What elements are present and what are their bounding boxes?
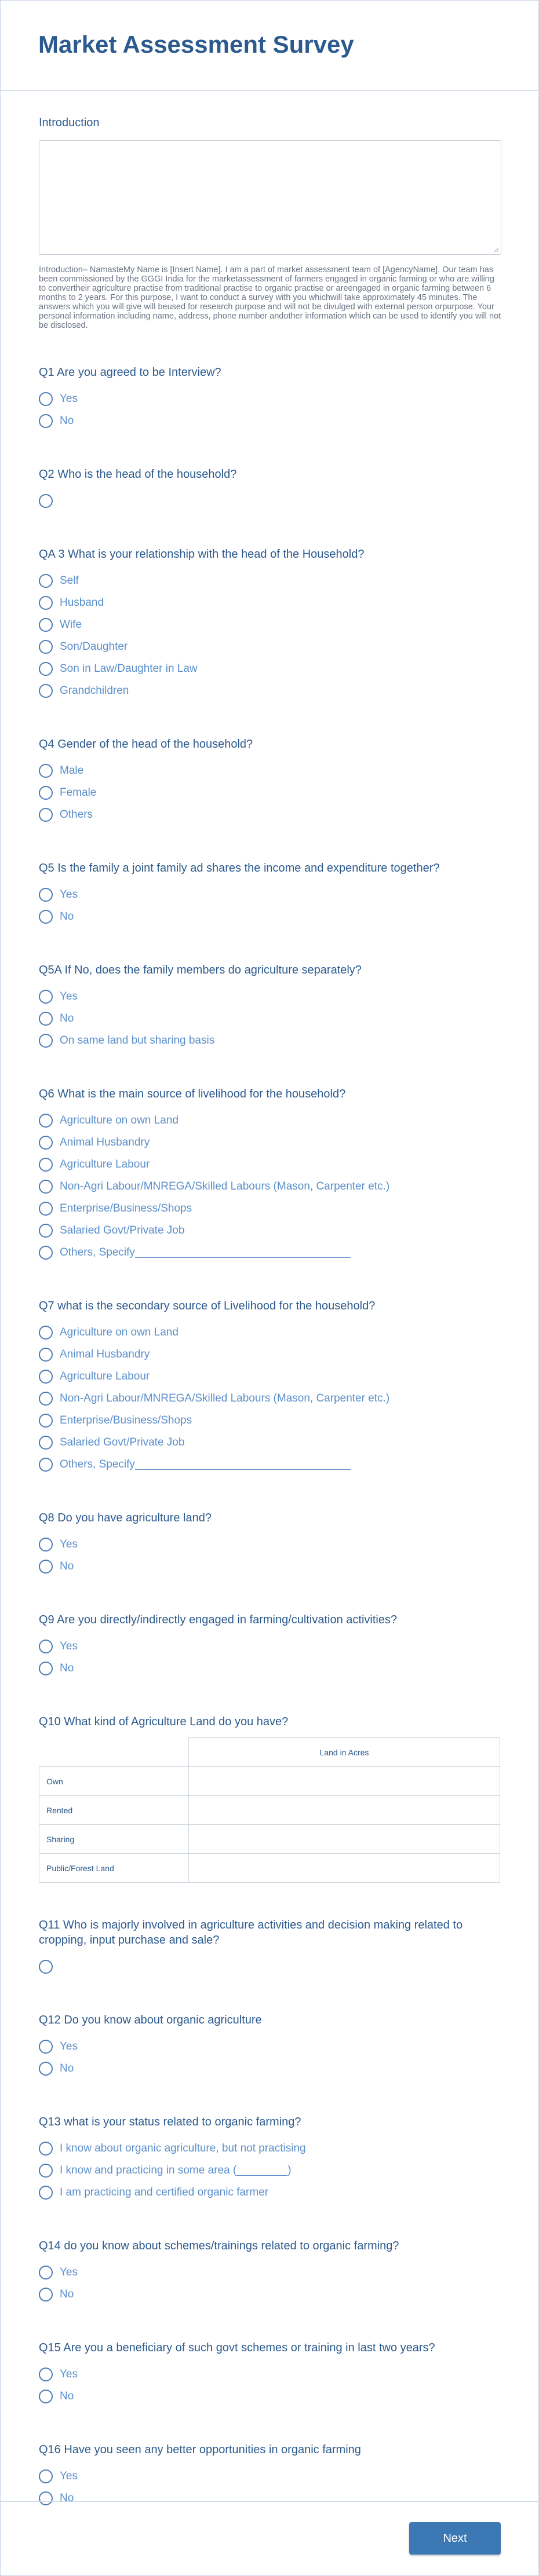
radio-option[interactable] — [39, 2058, 502, 2080]
radio-option[interactable] — [39, 490, 502, 512]
question-8 — [39, 1298, 502, 1476]
radio-button[interactable] — [39, 392, 53, 406]
radio-button[interactable] — [39, 2062, 53, 2076]
question-5 — [39, 861, 502, 928]
radio-button[interactable] — [39, 1458, 53, 1472]
row-label-rented: Rented — [39, 1796, 189, 1825]
question-title: Q12 Do you know about organic agriculture — [39, 2014, 262, 2026]
question-16 — [39, 2442, 502, 2509]
radio-button[interactable] — [39, 1326, 53, 1340]
radio-option[interactable] — [39, 884, 502, 906]
radio-button[interactable] — [39, 808, 53, 822]
option-label: On same land but sharing basis — [60, 1034, 215, 1046]
question-title: Q6 What is the main source of livelihood for the household? — [39, 1088, 346, 1100]
option-label: No — [60, 2390, 74, 2402]
option-label: Others, Specify — [60, 1246, 135, 1258]
column-header-land-in-acres: Land in Acres — [189, 1738, 500, 1767]
radio-button[interactable] — [39, 888, 53, 902]
option-label: No — [60, 2062, 74, 2074]
option-label: Animal Husbandry — [60, 1136, 150, 1148]
option-label: No — [60, 910, 74, 923]
specify-blank[interactable] — [135, 1460, 351, 1470]
radio-option[interactable] — [39, 1322, 502, 1344]
radio-option[interactable] — [39, 1110, 502, 1132]
question-q10 — [39, 1714, 502, 1883]
radio-option[interactable] — [39, 2138, 502, 2160]
radio-option[interactable] — [39, 1556, 502, 1578]
radio-option[interactable] — [39, 804, 502, 826]
radio-option[interactable] — [39, 680, 502, 702]
land-cell-rented[interactable] — [189, 1796, 500, 1825]
page-title: Market Assessment Survey — [38, 31, 354, 58]
radio-option[interactable] — [39, 1132, 502, 1154]
radio-button[interactable] — [39, 494, 53, 508]
option-label: Yes — [60, 1538, 78, 1550]
radio-option[interactable] — [39, 1956, 502, 1978]
radio-option[interactable] — [39, 1198, 502, 1220]
radio-option[interactable] — [39, 2465, 502, 2487]
radio-option[interactable] — [39, 1534, 502, 1556]
option-label: Enterprise/Business/Shops — [60, 1414, 192, 1426]
radio-option[interactable] — [39, 2036, 502, 2058]
radio-option[interactable] — [39, 1454, 502, 1476]
radio-option[interactable] — [39, 1432, 502, 1454]
radio-option[interactable] — [39, 2363, 502, 2385]
radio-option[interactable] — [39, 1344, 502, 1366]
radio-option[interactable] — [39, 782, 502, 804]
option-label: Male — [60, 764, 84, 777]
option-label: Enterprise/Business/Shops — [60, 1202, 192, 1214]
radio-button[interactable] — [39, 1114, 53, 1128]
radio-button[interactable] — [39, 1202, 53, 1216]
radio-option[interactable] — [39, 1154, 502, 1176]
option-label: Others, Specify — [60, 1458, 135, 1470]
option-label: Yes — [60, 2040, 78, 2052]
specify-blank[interactable] — [135, 1248, 351, 1258]
question-title: Q2 Who is the head of the household? — [39, 468, 237, 481]
radio-option[interactable] — [39, 614, 502, 636]
option-label: No — [60, 1560, 74, 1572]
radio-button[interactable] — [39, 2164, 53, 2178]
question-12 — [39, 2012, 502, 2080]
radio-button[interactable] — [39, 2469, 53, 2483]
option-label: No — [60, 1662, 74, 1674]
radio-option[interactable] — [39, 1242, 502, 1264]
radio-option[interactable] — [39, 658, 502, 680]
radio-option[interactable] — [39, 1635, 502, 1657]
intro-label: Introduction — [39, 116, 100, 129]
radio-option[interactable] — [39, 1008, 502, 1030]
question-14 — [39, 2238, 502, 2306]
radio-button[interactable] — [39, 2368, 53, 2381]
radio-option[interactable] — [39, 2182, 502, 2204]
radio-button[interactable] — [39, 2288, 53, 2301]
land-cell-public-forest[interactable] — [189, 1854, 500, 1883]
question-title: Q11 Who is majorly involved in agriculture activities and decision making related to cropping, input purchase and sale? — [39, 1919, 463, 1946]
question-2 — [39, 467, 502, 512]
radio-button[interactable] — [39, 596, 53, 610]
option-label: No — [60, 415, 74, 427]
question-9 — [39, 1510, 502, 1578]
question-title: Q7 what is the secondary source of Livelihood for the household? — [39, 1300, 376, 1312]
option-label: I know and practicing in some area ( — [60, 2164, 237, 2176]
radio-option[interactable] — [39, 592, 502, 614]
radio-button[interactable] — [39, 1414, 53, 1428]
option-label: I am practicing and certified organic farmer — [60, 2186, 269, 2198]
form-header — [1, 1, 538, 91]
radio-button[interactable] — [39, 618, 53, 632]
radio-button[interactable] — [39, 1662, 53, 1675]
radio-button[interactable] — [39, 1370, 53, 1384]
radio-button[interactable] — [39, 786, 53, 800]
question-title: Q5A If No, does the family members do agriculture separately? — [39, 964, 362, 976]
radio-option[interactable] — [39, 2284, 502, 2306]
option-label: Non-Agri Labour/MNREGA/Skilled Labours (Mason, Carpenter etc.) — [60, 1180, 390, 1192]
radio-button[interactable] — [39, 1392, 53, 1406]
option-label: Yes — [60, 2368, 78, 2380]
option-label: Yes — [60, 990, 78, 1002]
question-6 — [39, 963, 502, 1052]
row-label-own: Own — [39, 1767, 189, 1796]
radio-button[interactable] — [39, 640, 53, 654]
option-label: I know about organic agriculture, but not practising — [60, 2142, 306, 2154]
area-blank[interactable] — [236, 2166, 287, 2176]
radio-button[interactable] — [39, 910, 53, 924]
intro-textarea[interactable] — [39, 140, 501, 255]
radio-button[interactable] — [39, 1640, 53, 1653]
radio-button[interactable] — [39, 574, 53, 588]
resize-grip-icon[interactable] — [493, 247, 499, 253]
radio-option[interactable] — [39, 410, 502, 432]
radio-option[interactable] — [39, 906, 502, 928]
radio-option[interactable] — [39, 1657, 502, 1679]
option-label: Son/Daughter — [60, 641, 128, 653]
option-label: No — [60, 1012, 74, 1024]
radio-option[interactable] — [39, 1220, 502, 1242]
radio-option[interactable] — [39, 2385, 502, 2407]
option-label: Yes — [60, 888, 78, 901]
radio-button[interactable] — [39, 1224, 53, 1238]
radio-button[interactable] — [39, 1158, 53, 1172]
option-label: No — [60, 2492, 74, 2504]
option-label: Female — [60, 786, 97, 799]
question-title: Q13 what is your status related to organic farming? — [39, 2116, 301, 2128]
radio-option[interactable] — [39, 1410, 502, 1432]
radio-button[interactable] — [39, 1180, 53, 1194]
question-title: Q14 do you know about schemes/trainings related to organic farming? — [39, 2240, 399, 2252]
question-1 — [39, 365, 502, 432]
radio-button[interactable] — [39, 1960, 53, 1974]
form-content — [39, 116, 502, 2509]
option-label: Others — [60, 808, 93, 821]
land-cell-sharing[interactable] — [189, 1825, 500, 1854]
radio-button[interactable] — [39, 1436, 53, 1450]
radio-button[interactable] — [39, 684, 53, 698]
next-button[interactable]: Next — [409, 2522, 501, 2555]
form-footer — [1, 2501, 538, 2576]
option-label: No — [60, 2288, 74, 2300]
row-label-sharing: Sharing — [39, 1825, 189, 1854]
row-label-public-forest: Public/Forest Land — [39, 1854, 189, 1883]
radio-option[interactable] — [39, 570, 502, 592]
option-label: Salaried Govt/Private Job — [60, 1224, 185, 1236]
option-label: Yes — [60, 2470, 78, 2482]
radio-option[interactable] — [39, 1366, 502, 1388]
radio-option[interactable] — [39, 388, 502, 410]
radio-option[interactable] — [39, 2262, 502, 2284]
option-label: Self — [60, 575, 79, 587]
question-title: Q16 Have you seen any better opportunities in organic farming — [39, 2443, 361, 2456]
radio-option[interactable] — [39, 986, 502, 1008]
option-label: Yes — [60, 1640, 78, 1652]
question-title: Q15 Are you a beneficiary of such govt schemes or training in last two years? — [39, 2341, 435, 2354]
option-label: Husband — [60, 597, 104, 609]
option-label: Non-Agri Labour/MNREGA/Skilled Labours (Mason, Carpenter etc.) — [60, 1392, 390, 1404]
radio-button[interactable] — [39, 2040, 53, 2054]
option-label: Agriculture on own Land — [60, 1114, 179, 1126]
question-7 — [39, 1086, 502, 1264]
option-label: Agriculture Labour — [60, 1370, 150, 1382]
radio-button[interactable] — [39, 764, 53, 778]
radio-option[interactable] — [39, 1388, 502, 1410]
radio-button[interactable] — [39, 414, 53, 428]
question-title: Q9 Are you directly/indirectly engaged in farming/cultivation activities? — [39, 1613, 398, 1626]
radio-button[interactable] — [39, 990, 53, 1004]
option-label: Agriculture Labour — [60, 1158, 150, 1170]
option-label: Yes — [60, 393, 78, 405]
question-title: Q8 Do you have agriculture land? — [39, 1512, 212, 1524]
option-label: Salaried Govt/Private Job — [60, 1436, 185, 1448]
question-10 — [39, 1612, 502, 1679]
question-title: Q5 Is the family a joint family ad shares the income and expenditure together? — [39, 862, 440, 874]
radio-button[interactable] — [39, 1560, 53, 1574]
option-label: Animal Husbandry — [60, 1348, 150, 1360]
radio-button[interactable] — [39, 2142, 53, 2156]
question-4 — [39, 737, 502, 826]
table-corner — [39, 1738, 189, 1767]
radio-button[interactable] — [39, 2390, 53, 2403]
intro-description: Introduction– NamasteMy Name is [Insert Name]. I am a part of market assessment team of [AgencyName]. Our team has been commissioned by the GGGI India for the marketassessment of farmers engaged in organic farming or who are willing to convertheir agriculture practise from traditional practise to organic practise or areengaged in organic farming between 6 months to 2 years. For this purpose, I want to conduct a survey with you whichwill take approximately 45 minutes. The answers which you will give will beused for research purpose and will not be divulged with external person orpurpose. Your personal information including name, address, phone number andother information which can be used to identify you will not be disclosed. — [39, 265, 501, 330]
radio-button[interactable] — [39, 1136, 53, 1150]
radio-button[interactable] — [39, 1012, 53, 1026]
radio-option[interactable] — [39, 1030, 502, 1052]
radio-button[interactable] — [39, 1034, 53, 1048]
question-13 — [39, 2114, 502, 2204]
area-suffix: ) — [287, 2164, 292, 2176]
radio-option[interactable] — [39, 760, 502, 782]
option-label: Yes — [60, 2266, 78, 2278]
question-title: Q4 Gender of the head of the household? — [39, 738, 253, 751]
radio-option[interactable] — [39, 636, 502, 658]
question-3 — [39, 547, 502, 702]
radio-button[interactable] — [39, 1348, 53, 1362]
question-15 — [39, 2340, 502, 2407]
radio-button[interactable] — [39, 1246, 53, 1260]
land-cell-own[interactable] — [189, 1767, 500, 1796]
radio-option[interactable] — [39, 1176, 502, 1198]
option-label: Grandchildren — [60, 685, 129, 697]
radio-button[interactable] — [39, 662, 53, 676]
land-table — [39, 1737, 500, 1883]
question-title: Q10 What kind of Agriculture Land do you have? — [39, 1715, 289, 1728]
radio-button[interactable] — [39, 2186, 53, 2200]
radio-button[interactable] — [39, 2266, 53, 2279]
option-label: Agriculture on own Land — [60, 1326, 179, 1338]
option-label: Son in Law/Daughter in Law — [60, 663, 198, 675]
question-11 — [39, 1918, 502, 1978]
question-title: QA 3 What is your relationship with the head of the Household? — [39, 548, 365, 561]
radio-option[interactable] — [39, 2160, 502, 2182]
question-title: Q1 Are you agreed to be Interview? — [39, 366, 221, 379]
option-label: Wife — [60, 619, 82, 631]
radio-button[interactable] — [39, 1538, 53, 1552]
